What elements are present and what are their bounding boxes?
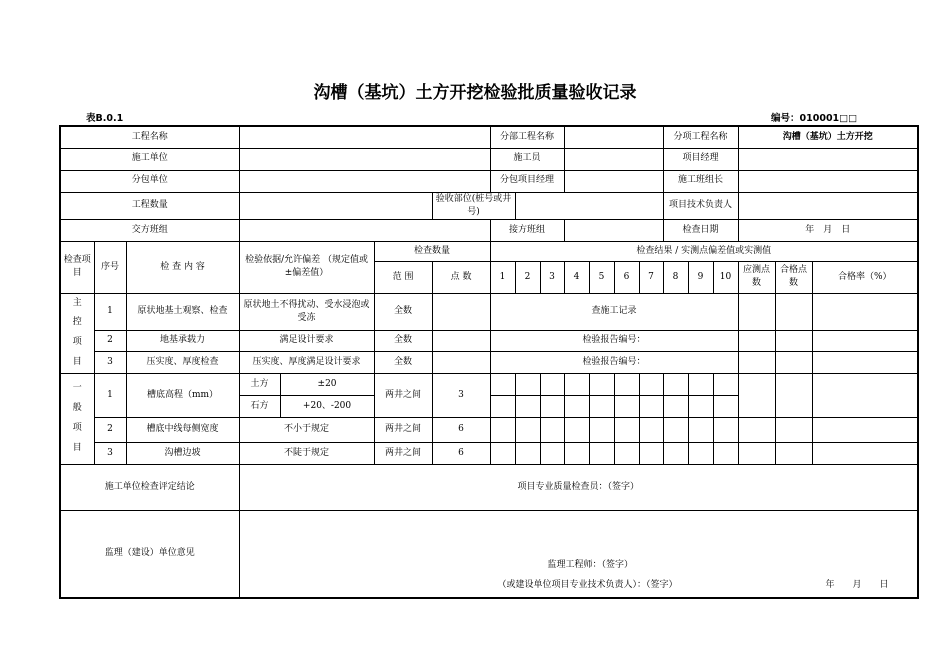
sub-manager-label: 分包项目经理 [490,170,564,192]
tech-lead-field[interactable] [738,192,918,219]
tech-lead-label: 项目技术负责人 [663,192,738,219]
should-points-cell[interactable] [738,330,775,352]
pass-points-cell[interactable] [775,373,812,417]
content: 槽底高程（mm） [126,373,239,417]
should-points-cell[interactable] [738,352,775,374]
subcontractor-field[interactable] [239,170,490,192]
check-item-heading: 检查项目 [60,241,94,293]
handover-team-label: 交方班组 [60,219,239,241]
sub-label-earth: 土方 [239,373,280,395]
constructor-label: 施工员 [490,148,564,170]
main-row-3 [60,352,918,374]
range: 全数 [374,330,432,352]
content: 沟槽边坡 [126,442,239,464]
range-heading: 范 围 [374,261,432,293]
result-note: 查施工记录 [490,293,738,330]
sign-date: 年 月 日 [825,579,889,590]
quantity-label: 工程数量 [60,192,239,219]
measure-cell[interactable] [540,417,564,442]
subcontractor-label: 分包单位 [60,170,239,192]
measure-cell[interactable] [540,395,564,417]
sub-project-label: 分部工程名称 [490,126,564,148]
num-heading: 2 [515,261,540,293]
measure-cell[interactable] [540,373,564,395]
general-row-3 [60,442,918,464]
inspection-form-table [59,125,919,599]
points-heading: 点 数 [432,261,490,293]
measure-cell[interactable] [589,442,614,464]
pass-points-cell[interactable] [775,293,812,330]
header-row-1 [60,126,918,148]
pass-rate-heading: 合格率（%） [812,261,918,293]
header-row-2 [60,148,918,170]
pass-points-cell[interactable] [775,352,812,374]
general-row-1a [60,373,918,395]
measure-cell[interactable] [713,395,738,417]
contractor-conclusion-field[interactable] [239,464,918,510]
serial-number: 编号：010001□□ [771,113,858,124]
header-row-3 [60,170,918,192]
measure-cell[interactable] [490,373,515,395]
pass-rate-cell[interactable] [812,293,918,330]
check-qty-heading: 检查数量 [374,241,490,261]
pass-rate-cell[interactable] [812,330,918,352]
measure-cell[interactable] [688,373,713,395]
content: 地基承载力 [126,330,239,352]
sub-value-earth: ±20 [280,373,374,395]
measure-cell[interactable] [688,442,713,464]
owner-signature-label: （或建设单位项目专业技术负责人）：（签字） [497,579,678,590]
contractor-conclusion-row [60,464,918,510]
header-row-4 [60,192,918,219]
basis: 不陡于规定 [239,442,374,464]
seq: 1 [94,373,126,417]
range: 全数 [374,352,432,374]
measure-cell[interactable] [589,417,614,442]
supervisor-opinion-label: 监理（建设）单位意见 [60,510,239,598]
main-row-2 [60,330,918,352]
measure-cell[interactable] [515,373,540,395]
project-manager-field[interactable] [738,148,918,170]
should-points-cell[interactable] [738,442,775,464]
range: 两井之间 [374,442,432,464]
pass-rate-cell[interactable] [812,352,918,374]
handover-team-field[interactable] [239,219,490,241]
range: 全数 [374,293,432,330]
seq: 3 [94,352,126,374]
num-heading: 10 [713,261,738,293]
measure-cell[interactable] [540,442,564,464]
measure-cell[interactable] [713,442,738,464]
measure-cell[interactable] [614,373,639,395]
measure-cell[interactable] [564,442,589,464]
supervisor-opinion-field[interactable] [239,510,918,598]
measure-cell[interactable] [564,395,589,417]
pass-points-cell[interactable] [775,417,812,442]
measure-cell[interactable] [490,395,515,417]
contractor-signature-label: 项目专业质量检查员：（签字） [517,481,640,492]
receive-team-label: 接方班组 [490,219,564,241]
measure-cell[interactable] [589,373,614,395]
num-heading: 1 [490,261,515,293]
basis: 满足设计要求 [239,330,374,352]
measure-cell[interactable] [490,442,515,464]
measure-cell[interactable] [515,395,540,417]
should-points-heading: 应测点数 [738,261,775,293]
receive-team-field[interactable] [564,219,663,241]
pass-rate-cell[interactable] [812,373,918,417]
measure-cell[interactable] [515,442,540,464]
accept-part-field[interactable] [515,192,663,219]
points: 6 [432,417,490,442]
seq: 2 [94,330,126,352]
accept-part-label: 验收部位(桩号或井号) [432,192,515,219]
pass-rate-cell[interactable] [812,417,918,442]
num-heading: 4 [564,261,589,293]
main-row-1 [60,293,918,330]
general-group-label: 一般项目 [60,373,94,464]
result-note: 检验报告编号： [490,330,738,352]
general-row-2 [60,417,918,442]
points: 3 [432,373,490,417]
range: 两井之间 [374,417,432,442]
pass-rate-cell[interactable] [812,442,918,464]
range: 两井之间 [374,373,432,417]
seq-heading: 序号 [94,241,126,293]
item-project-value: 沟槽（基坑）土方开挖 [738,126,918,148]
measure-cell[interactable] [639,417,663,442]
team-leader-label: 施工班组长 [663,170,738,192]
measure-cell[interactable] [639,442,663,464]
points[interactable] [432,352,490,374]
basis-heading: 检验依据/允许偏差 （规定值或±偏差值） [239,241,374,293]
item-project-label: 分项工程名称 [663,126,738,148]
header-row-5 [60,219,918,241]
measure-cell[interactable] [663,373,688,395]
seq: 1 [94,293,126,330]
content: 槽底中线每侧宽度 [126,417,239,442]
content-heading: 检 查 内 容 [126,241,239,293]
basis: 不小于规定 [239,417,374,442]
measure-cell[interactable] [614,442,639,464]
measure-cell[interactable] [663,417,688,442]
measure-cell[interactable] [688,395,713,417]
seq: 3 [94,442,126,464]
measure-cell[interactable] [713,373,738,395]
team-leader-field[interactable] [738,170,918,192]
num-heading: 3 [540,261,564,293]
contractor-field[interactable] [239,148,490,170]
sub-value-rock: +20、-200 [280,395,374,417]
supervisor-signature-label: 监理工程师：（签字） [547,559,634,570]
measure-cell[interactable] [589,395,614,417]
num-heading: 7 [639,261,663,293]
pass-points-cell[interactable] [775,330,812,352]
result-heading: 检查结果 / 实测点偏差值或实测值 [490,241,918,261]
sub-project-field[interactable] [564,126,663,148]
points[interactable] [432,293,490,330]
result-note: 检验报告编号： [490,352,738,374]
sub-label-rock: 石方 [239,395,280,417]
measure-cell[interactable] [639,395,663,417]
project-name-label: 工程名称 [60,126,239,148]
measure-cell[interactable] [639,373,663,395]
measure-cell[interactable] [614,395,639,417]
measure-cell[interactable] [663,395,688,417]
pass-points-cell[interactable] [775,442,812,464]
check-date-label: 检查日期 [663,219,738,241]
num-heading: 8 [663,261,688,293]
seq: 2 [94,417,126,442]
num-heading: 6 [614,261,639,293]
main-group-label: 主控项目 [60,293,94,373]
measure-cell[interactable] [713,417,738,442]
sub-manager-field[interactable] [564,170,663,192]
page-title: 沟槽（基坑）土方开挖检验批质量验收记录 [313,83,637,103]
constructor-field[interactable] [564,148,663,170]
measure-cell[interactable] [663,442,688,464]
contractor-conclusion-label: 施工单位检查评定结论 [60,464,239,510]
quantity-field[interactable] [239,192,432,219]
measure-cell[interactable] [614,417,639,442]
check-date-value: 年 月 日 [738,219,918,241]
should-points-cell[interactable] [738,417,775,442]
measure-cell[interactable] [515,417,540,442]
should-points-cell[interactable] [738,373,775,417]
measure-cell[interactable] [564,417,589,442]
project-manager-label: 项目经理 [663,148,738,170]
contractor-label: 施工单位 [60,148,239,170]
basis: 压实度、厚度满足设计要求 [239,352,374,374]
points: 6 [432,442,490,464]
content: 原状地基土观察、检查 [126,293,239,330]
pass-points-heading: 合格点数 [775,261,812,293]
measure-cell[interactable] [490,417,515,442]
measure-cell[interactable] [564,373,589,395]
basis: 原状地土不得扰动、受水浸泡或受冻 [239,293,374,330]
should-points-cell[interactable] [738,293,775,330]
supervisor-opinion-row [60,510,918,598]
measure-cell[interactable] [688,417,713,442]
content: 压实度、厚度检查 [126,352,239,374]
num-heading: 9 [688,261,713,293]
points[interactable] [432,330,490,352]
form-id: 表B.0.1 [86,113,124,124]
column-heading-row-1 [60,241,918,261]
project-name-field[interactable] [239,126,490,148]
num-heading: 5 [589,261,614,293]
